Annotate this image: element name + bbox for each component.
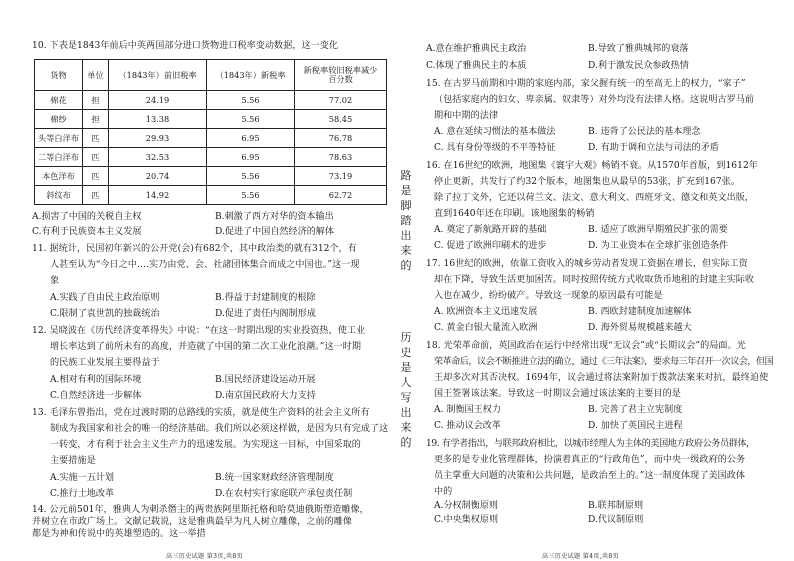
question-13-line: 13. 毛泽东曾指出，党在过渡时期的总路线的实质，就是使生产资料的社会主义所有: [32, 408, 370, 418]
question-10-stem: 10. 下表是1843年前后中英两国部分进口货物进口税率变动数据，这一变化: [32, 41, 339, 51]
question-18-line: 国王签署该法案。导致这一时期议会通过该法案的主要目的是: [434, 389, 681, 399]
question-13-option-d: D.在农村实行家庭联产承包责任制: [215, 489, 353, 499]
question-16-line: 停止更新，共发行了约32个版本，地图集也从最早的53张，扩充到167张。: [434, 177, 741, 187]
vertical-motto-bottom: 历史是人写出来的: [400, 331, 412, 449]
question-13-option-a: A.实施一五计划: [50, 473, 115, 483]
question-18-option-b: B. 完善了君主立宪制度: [588, 405, 683, 415]
question-17-option-a: A. 欧洲资本主义迅速发展: [434, 307, 538, 317]
question-14-option-d: D.利于激发民众参政热情: [588, 61, 689, 71]
question-18-line: 荣革命后，议会不断推进立法的确立，通过《三年法案》，要求每三年召开一次议会，但国: [434, 357, 774, 367]
table-cell: 13.38: [109, 110, 207, 129]
question-18-option-c: C. 推动议会改革: [434, 421, 501, 431]
table-cell: 58.45: [295, 110, 387, 129]
table-header-cell: 单位: [83, 60, 109, 91]
question-18-line: 18. 光荣革命前，英国政治在运行中经常出现“无议会”或“长期议会”的局面。光: [426, 341, 746, 351]
question-12-option-b: B.国民经济建设运动开展: [215, 375, 316, 385]
question-15-line: 期和中期的法律: [434, 111, 499, 121]
question-19-line: 19. 有学者指出，与联邦政府相比，以城市经理人为主体的美国地方政府公务员群体，: [426, 439, 755, 449]
table-cell: 29.93: [109, 129, 207, 148]
table-header-cell: （1843年）新税率: [207, 60, 295, 91]
question-19-option-b: B.联邦制原则: [588, 501, 644, 511]
question-19-line: 更多的是专业化管理群体，扮演着真正的“行政角色”，而中央一级政府的公务: [434, 455, 746, 465]
table-cell: 担: [83, 91, 109, 110]
question-17-line: 入也在减少，纷纷破产。导致这一现象的原因最有可能是: [434, 291, 663, 301]
question-12-line: 增长率达到了前所未有的高度，并造就了中国的第二次工业化浪潮。”这一时期: [50, 342, 362, 352]
question-16-line: 除了拉丁文外，它还以荷兰文、法文、意大利文、西班牙文、德文和英文出版，: [434, 193, 755, 203]
table-cell: 5.56: [207, 186, 295, 205]
question-11-option-d: D.促进了责任内阁制形成: [215, 309, 316, 319]
question-16-option-a: A. 奠定了新航路开辟的基础: [434, 225, 547, 235]
import-tax-table: [34, 59, 387, 205]
question-13-line: 一转变，才有利于社会主义生产力的迅速发展。为实现这一目标，中国采取的: [50, 440, 361, 450]
question-11-option-c: C.限制了袁世凯的独裁统治: [50, 309, 160, 319]
question-13-option-b: B.统一国家财政经济管理制度: [215, 473, 334, 483]
question-10-option-d: D.促进了中国自然经济的解体: [215, 227, 334, 237]
table-cell: 本色洋布: [35, 167, 83, 186]
question-15-line: （包括家庭内的妇女、卑亲属、奴隶等）对外均没有法律人格。这说明古罗马前: [434, 95, 755, 105]
table-cell: 62.72: [295, 186, 387, 205]
table-row: [35, 186, 387, 205]
question-13-option-c: C.推行土地改革: [50, 489, 115, 499]
question-14-line: 14. 公元前501年，雅典人为刺杀僭主的两贵族阿里斯托格和哈莫迪俄斯塑造雕像，: [32, 505, 369, 515]
question-17-option-b: B. 西欧封建制度加速解体: [588, 307, 692, 317]
question-17-option-d: D. 海外贸易规模越来越大: [588, 323, 692, 333]
table-cell: 5.56: [207, 91, 295, 110]
question-15-option-d: D. 有助于调和立法与司法的矛盾: [588, 143, 719, 153]
question-18-option-a: A. 制衡国王权力: [434, 405, 501, 415]
vertical-motto-top: 路是脚踏出来的: [400, 169, 412, 272]
question-19-option-a: A.分权制衡原则: [434, 501, 499, 511]
table-row: [35, 110, 387, 129]
question-19-option-d: D.代议制原则: [588, 515, 644, 525]
question-16-option-b: B. 适应了欧洲早期殖民扩张的需要: [588, 225, 728, 235]
question-14-line: 都是为神和传说中的英雄塑造的。这一举措: [32, 529, 206, 539]
question-12-line: 的民族工业发展主要得益于: [50, 358, 160, 368]
table-row: [35, 167, 387, 186]
question-11-line: 11. 据统计，民国初年新兴的公开党(会)有682个，其中政治类的就有312个，有: [32, 244, 357, 254]
question-14-option-c: C.体现了雅典民主的本质: [426, 61, 527, 71]
question-12-option-a: A.相对有利的国际环境: [50, 375, 142, 385]
table-cell: 6.95: [207, 148, 295, 167]
table-cell: 斜纹布: [35, 186, 83, 205]
table-cell: 二等白洋布: [35, 148, 83, 167]
table-row: [35, 129, 387, 148]
table-cell: 5.56: [207, 167, 295, 186]
question-11-line: 人甚至认为“今日之中….实乃由党、会、社諸団体集合而成之中国也。”这一现: [50, 260, 360, 270]
table-cell: 20.74: [109, 167, 207, 186]
question-17-line: 却在下降，导致生活更加困苦。同时按照传统方式收取货币地租的封建主实际收: [434, 275, 755, 285]
question-12-option-d: D.南京国民政府大力支持: [215, 391, 316, 401]
table-header-row: [35, 60, 387, 91]
question-12-line: 12. 吴晓波在《历代经济变革得失》中说：“在这一时期出现的实业投资热，使工业: [32, 326, 366, 336]
question-11-option-b: B.得益于封建制度的根除: [215, 293, 316, 303]
table-cell: 14.92: [109, 186, 207, 205]
question-11-option-a: A.实践了自由民主政治原则: [50, 293, 160, 303]
question-13-line: 制成为我国家和社会的唯一的经济基础。我们所以必须这样做，是因为只有完成了这: [50, 424, 389, 434]
question-13-line: 主要措施是: [50, 456, 96, 466]
table-cell: 头等白洋布: [35, 129, 83, 148]
table-cell: 77.02: [295, 91, 387, 110]
table-header-cell: （1843年）前旧税率: [109, 60, 207, 91]
question-15-option-c: C. 具有身份等级的不平等特征: [434, 143, 556, 153]
question-15-option-a: A. 意在延续习惯法的基本做法: [434, 127, 556, 137]
table-cell: 匹: [83, 186, 109, 205]
table-cell: 担: [83, 110, 109, 129]
question-14-option-a: A.意在维护雅典民主政治: [426, 44, 527, 54]
table-header-cell: 货物: [35, 60, 83, 91]
table-cell: 匹: [83, 148, 109, 167]
table-header-cell: 新税率较旧税率减少百分数: [295, 60, 387, 91]
question-16-line: 直到1640年还在印刷。该地图集的畅销: [434, 209, 595, 219]
table-row: [35, 148, 387, 167]
table-cell: 匹: [83, 129, 109, 148]
table-cell: 24.19: [109, 91, 207, 110]
question-14-line: 并树立在市政广场上。文献记载说，这是雅典最早为凡人树立雕像，之前的雕像: [32, 517, 353, 527]
table-cell: 6.95: [207, 129, 295, 148]
question-11-line: 象: [50, 276, 60, 286]
table-row: [35, 91, 387, 110]
question-17-line: 17. 16世纪的欧洲，依靠工资收入的城乡劳动者发现工资据在增长，但实际工资: [426, 259, 748, 269]
question-17-option-c: C. 黄金白银大量流入欧洲: [434, 323, 538, 333]
question-10-option-a: A.损害了中国的关税自主权: [32, 212, 142, 222]
question-18-line: 王却多次对其否决权。1694年，议会通过将法案附加于拨款法案来对抗，最终迫使: [434, 373, 769, 383]
question-12-option-c: C.自然经济进一步解体: [50, 391, 142, 401]
page-footer: 高三历史试题 第4页,共8页: [542, 553, 620, 560]
question-19-line: 员主掌重大问题的决策和公共问题，是政治至上的。”这一制度体现了美国政体: [434, 471, 746, 481]
question-19-line: 中的: [434, 487, 453, 497]
question-16-line: 16. 在16世纪的欧洲，地图集《寰宇大观》畅销不衰。从1570年首版，到1612年: [426, 161, 758, 171]
table-cell: 棉花: [35, 91, 83, 110]
question-10-option-c: C.有利于民族资本主义发展: [32, 227, 142, 237]
question-16-option-c: C. 促进了欧洲印刷术的进步: [434, 241, 547, 251]
table-cell: 匹: [83, 167, 109, 186]
table-cell: 78.63: [295, 148, 387, 167]
question-15-option-b: B. 违背了公民法的基本理念: [588, 127, 701, 137]
question-10-option-b: B.刺激了西方对华的资本输出: [215, 212, 334, 222]
table-cell: 棉纱: [35, 110, 83, 129]
table-cell: 73.19: [295, 167, 387, 186]
table-cell: 5.56: [207, 110, 295, 129]
question-18-option-d: D. 加快了英国民主进程: [588, 421, 683, 431]
page-footer: 高三历史试题 第3页,共8页: [166, 553, 244, 560]
question-16-option-d: D. 为工业资本在全球扩张创造条件: [588, 241, 729, 251]
question-14-option-b: B.导致了雅典城邦的衰落: [588, 44, 689, 54]
question-19-option-c: C.中央集权原则: [434, 515, 499, 525]
question-15-line: 15. 在古罗马前期和中期的家庭内部，家父握有统一的至高无上的权力，“家子”: [426, 79, 746, 89]
table-cell: 76.78: [295, 129, 387, 148]
table-cell: 32.53: [109, 148, 207, 167]
